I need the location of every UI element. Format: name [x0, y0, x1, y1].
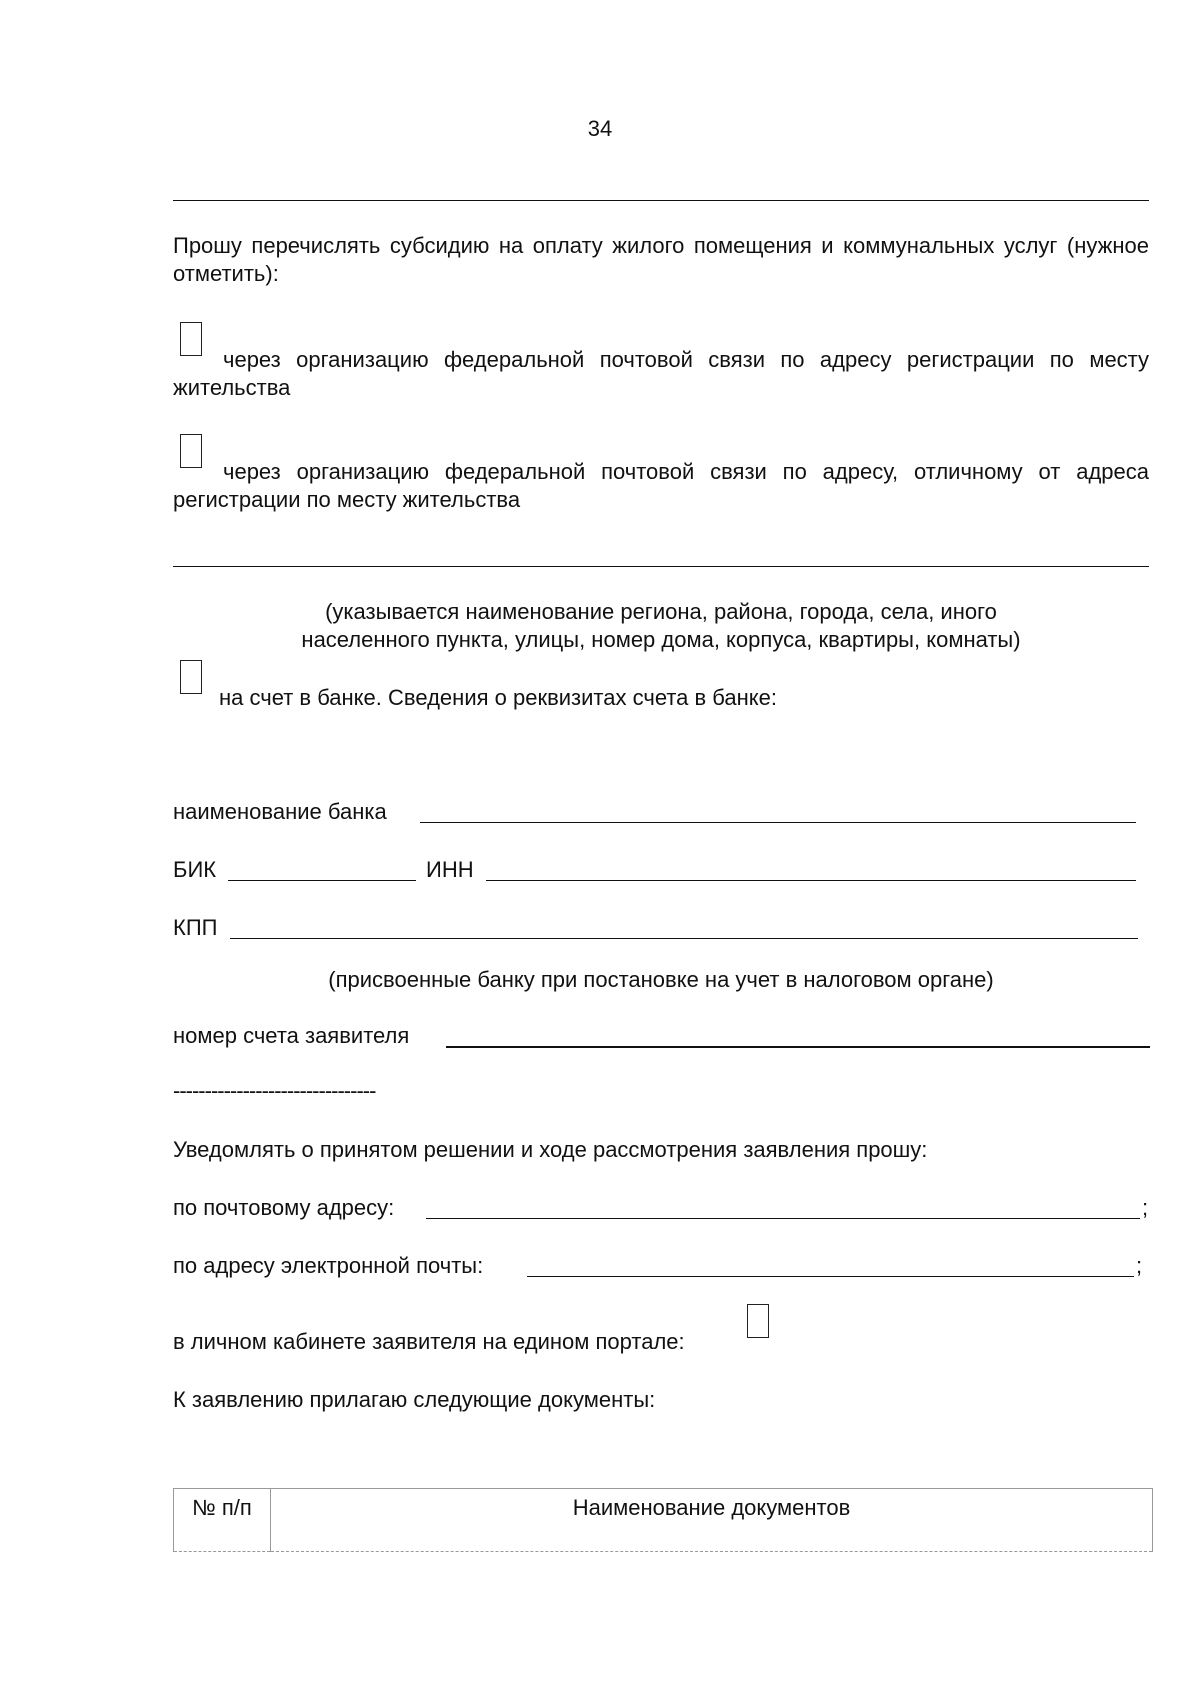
postal-address-label: по почтовому адресу: — [173, 1195, 395, 1220]
postal-address-line-end: ; — [1142, 1195, 1149, 1220]
bank-codes-hint: (присвоенные банку при постановке на учет в налоговом органе) — [328, 967, 994, 992]
column-number-header: № п/п — [174, 1489, 271, 1552]
email-field[interactable] — [527, 1276, 1134, 1277]
column-documents-header: Наименование документов — [271, 1489, 1153, 1552]
bik-field[interactable] — [228, 880, 416, 881]
email-label: по адресу электронной почты: — [173, 1253, 484, 1278]
inn-label: ИНН — [426, 857, 474, 882]
attachments-intro: К заявлению прилагаю следующие документы: — [173, 1387, 656, 1412]
section-separator: -------------------------------- — [173, 1078, 376, 1103]
bank-name-field[interactable] — [420, 822, 1136, 823]
table-header-row — [174, 1489, 1153, 1552]
attachments-table — [173, 1488, 1153, 1552]
option-bank-account-checkbox[interactable] — [180, 660, 202, 694]
portal-checkbox[interactable] — [747, 1304, 769, 1338]
option-postal-registration-label: через организацию федеральной почтовой связи по адресу регистрации по месту жительства — [173, 347, 1149, 400]
kpp-field[interactable] — [230, 938, 1138, 939]
postal-address-field[interactable] — [426, 1218, 1140, 1219]
notify-intro: Уведомлять о принятом решении и ходе рассмотрения заявления прошу: — [173, 1137, 928, 1162]
inn-field[interactable] — [486, 880, 1136, 881]
account-number-label: номер счета заявителя — [173, 1023, 410, 1048]
top-divider — [173, 200, 1149, 201]
alternative-address-field[interactable] — [173, 566, 1149, 567]
kpp-label: КПП — [173, 915, 218, 940]
address-hint: (указывается наименование региона, района, города, села, иного населенного пункта, улицы, номер дома, корпуса, квартиры, комнаты) — [301, 599, 1021, 652]
option-postal-other-address-label: через организацию федеральной почтовой связи по адресу, отличному от адреса регистрации по месту жительства — [173, 459, 1149, 512]
bik-label: БИК — [173, 857, 217, 882]
portal-label: в личном кабинете заявителя на едином портале: — [173, 1329, 685, 1354]
subsidy-request-text: Прошу перечислять субсидию на оплату жилого помещения и коммунальных услуг (нужное отметить): — [173, 233, 1149, 286]
email-line-end: ; — [1136, 1253, 1143, 1278]
bank-name-label: наименование банка — [173, 799, 387, 824]
account-number-field[interactable] — [446, 1046, 1150, 1048]
option-bank-account-label: на счет в банке. Сведения о реквизитах счета в банке: — [219, 685, 778, 710]
page-number: 34 — [587, 116, 613, 141]
